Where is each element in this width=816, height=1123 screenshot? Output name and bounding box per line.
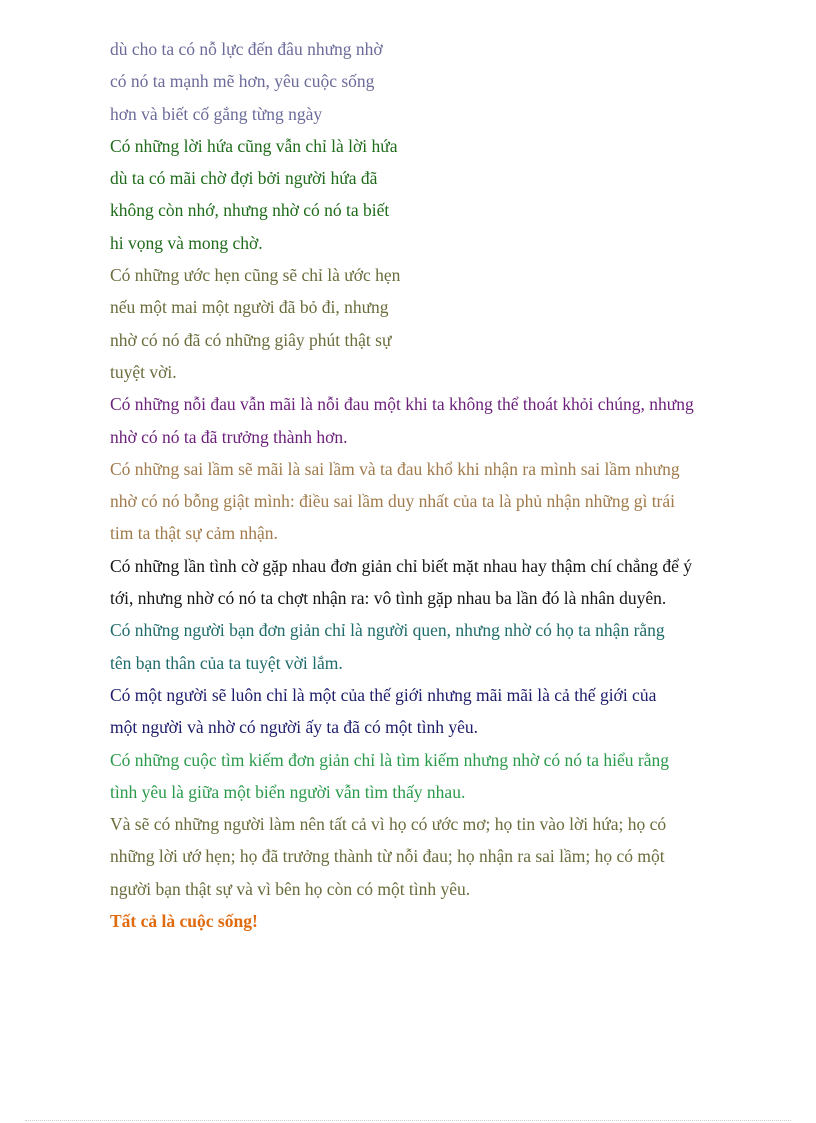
paragraph-conclusion — [110, 808, 770, 905]
paragraph-mistakes — [110, 453, 770, 550]
text-line: dù ta có mãi chờ đợi bởi người hứa đã — [110, 168, 378, 189]
text-line: Có những lần tình cờ gặp nhau đơn giản chỉ biết mặt nhau hay thậm chí chẳng để ý — [110, 555, 693, 576]
text-line: Có những người bạn đơn giản chỉ là người quen, nhưng nhờ có họ ta nhận rằng — [110, 620, 665, 641]
text-line: Có những nỗi đau vẫn mãi là nỗi đau một khi ta không thể thoát khỏi chúng, nhưng — [110, 394, 694, 415]
text-line: không còn nhớ, nhưng nhờ có nó ta biết — [110, 200, 390, 221]
text-line: nhờ có nó ta đã trưởng thành hơn. — [110, 426, 348, 447]
paragraph-pain — [110, 388, 770, 453]
paragraph-search — [110, 744, 770, 809]
paragraph-intro-continuation — [110, 33, 770, 130]
text-line: người bạn thật sự và vì bên họ còn có một tình yêu. — [110, 878, 471, 899]
paragraph-encounters — [110, 550, 770, 615]
text-line: Có những cuộc tìm kiếm đơn giản chỉ là tìm kiếm nhưng nhờ có nó ta hiểu rằng — [110, 749, 669, 770]
text-line: Có một người sẽ luôn chỉ là một của thế giới nhưng mãi mãi là cả thế giới của — [110, 684, 657, 705]
text-line: nhờ có nó đã có những giây phút thật sự — [110, 329, 392, 350]
text-line: Có những ước hẹn cũng sẽ chỉ là ước hẹn — [110, 265, 401, 286]
text-line: Có những lời hứa cũng vẫn chỉ là lời hứa — [110, 135, 398, 156]
text-line: những lời ướ hẹn; họ đã trưởng thành từ nỗi đau; họ nhận ra sai lầm; họ có một — [110, 846, 665, 867]
text-line: tuyệt vời. — [110, 361, 177, 382]
text-line: nhờ có nó bỗng giật mình: điều sai lầm duy nhất của ta là phủ nhận những gì trái — [110, 491, 676, 512]
text-line: tim ta thật sự cảm nhận. — [110, 523, 278, 544]
text-line: Có những sai lầm sẽ mãi là sai lầm và ta đau khổ khi nhận ra mình sai lầm nhưng — [110, 458, 680, 479]
text-line: một người và nhờ có người ấy ta đã có một tình yêu. — [110, 717, 478, 738]
text-line: tên bạn thân của ta tuyệt vời lắm. — [110, 652, 343, 673]
text-line: Và sẽ có những người làm nên tất cả vì họ có ước mơ; họ tin vào lời hứa; họ có — [110, 814, 667, 835]
text-line: hơn và biết cố gắng từng ngày — [110, 103, 323, 124]
text-line: dù cho ta có nỗ lực đến đâu nhưng nhờ — [110, 39, 383, 59]
text-line: tới, nhưng nhờ có nó ta chợt nhận ra: vô tình gặp nhau ba lần đó là nhân duyên. — [110, 588, 667, 609]
paragraph-one-person — [110, 679, 770, 744]
page-bottom-divider — [25, 1120, 791, 1121]
text-line: có nó ta mạnh mẽ hơn, yêu cuộc sống — [110, 71, 375, 92]
text-line: hi vọng và mong chờ. — [110, 232, 263, 253]
text-line: tình yêu là giữa một biển người vẫn tìm thấy nhau. — [110, 781, 466, 802]
paragraph-promises — [110, 130, 770, 259]
document-body — [110, 33, 770, 937]
paragraph-friends — [110, 614, 770, 679]
closing-text: Tất cả là cuộc sống! — [110, 911, 258, 932]
paragraph-appointments — [110, 259, 770, 388]
paragraph-closing-line — [110, 905, 770, 937]
text-line: nếu một mai một người đã bỏ đi, nhưng — [110, 297, 389, 318]
